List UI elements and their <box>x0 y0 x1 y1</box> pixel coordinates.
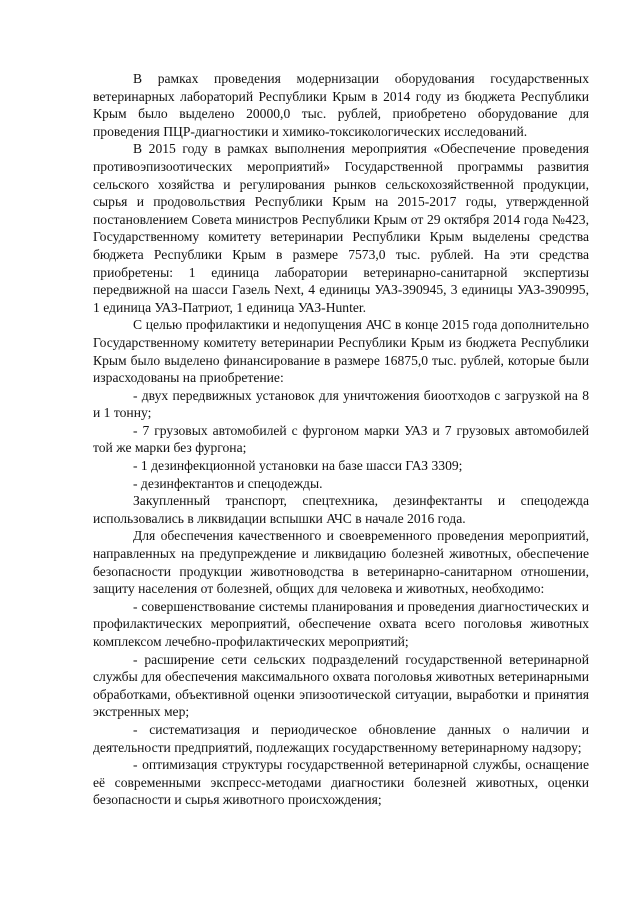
list-item-trucks: - 7 грузовых автомобилей с фургоном марки УАЗ и 7 грузовых автомобилей той же марки без фургона; <box>93 422 589 456</box>
paragraph-2015-program: В 2015 году в рамках выполнения мероприятия «Обеспечение проведения противоэпизоотических мероприятий» Государственной программы развития сельского хозяйства и регулирования рынков сельскохозяйственной продукции, сырья и продовольствия Республики Крым на 2015-2017 годы, утвержденной постановлением Совета министров Республики Крым от 29 октября 2014 года №423, Государственному комитету ветеринарии Республики Крым выделены средства бюджета Республики Крым в размере 7573,0 тыс. рублей. На эти средства приобретены: 1 единица лаборатории ветеринарно-санитарной экспертизы передвижной на шасси Газель Next, 4 единицы УАЗ-390945, 3 единицы УАЗ-390995, 1 единица УАЗ-Патриот, 1 единица УАЗ-Hunter. <box>93 141 589 315</box>
paragraph-requirements: Для обеспечения качественного и своевременного проведения мероприятий, направленных на предупреждение и ликвидацию болезней животных, обеспечение безопасности продукции животноводства в ветеринарно-санитарном отношении, защиту населения от болезней, общих для человека и животных, необходимо: <box>93 528 589 597</box>
paragraph-asf-prevention: С целью профилактики и недопущения АЧС в конце 2015 года дополнительно Государственному комитету ветеринарии Республики Крым из бюджета Республики Крым было выделено финансирование в размере 16875,0 тыс. рублей, которые были израсходованы на приобретение: <box>93 317 589 386</box>
paragraph-purchased-use: Закупленный транспорт, спецтехника, дезинфектанты и спецодежда использовались в ликвидации вспышки АЧС в начале 2016 года. <box>93 493 589 526</box>
list-item-optimization: - оптимизация структуры государственной ветеринарной службы, оснащение её современными экспресс-методами диагностики болезней животных, оценки безопасности и сырья животного происхождения; <box>93 757 589 808</box>
paragraph-modernization: В рамках проведения модернизации оборудования государственных ветеринарных лабораторий Республики Крым в 2014 году из бюджета Республики Крым было выделено 20000,0 тыс. рублей, приобретено оборудование для проведения ПЦР-диагностики и химико-токсикологических исследований. <box>93 71 589 139</box>
list-item-disinfectants: - дезинфектантов и спецодежды. <box>133 475 323 491</box>
list-item-biowaste-units: - двух передвижных установок для уничтожения биоотходов с загрузкой на 8 и 1 тонну; <box>93 387 589 421</box>
list-item-planning: - совершенствование системы планирования и проведения диагностических и профилактических мероприятий, обеспечение охвата всего поголовья животных комплексом лечебно-профилактических мероприятий; <box>93 598 589 649</box>
list-item-rural-network: - расширение сети сельских подразделений государственной ветеринарной службы для обеспечения максимального охвата поголовья животных ветеринарными обработками, объективной оценки эпизоотической ситуации, выработки и принятия экстренных мер; <box>93 651 589 720</box>
body-text <box>93 70 589 809</box>
list-item-data-systematization: - систематизация и периодическое обновление данных о наличии и деятельности предприятий, подлежащих государственному ветеринарному надзору; <box>93 721 589 755</box>
list-item-disinfection-unit: - 1 дезинфекционной установки на базе шасси ГАЗ 3309; <box>133 458 463 474</box>
